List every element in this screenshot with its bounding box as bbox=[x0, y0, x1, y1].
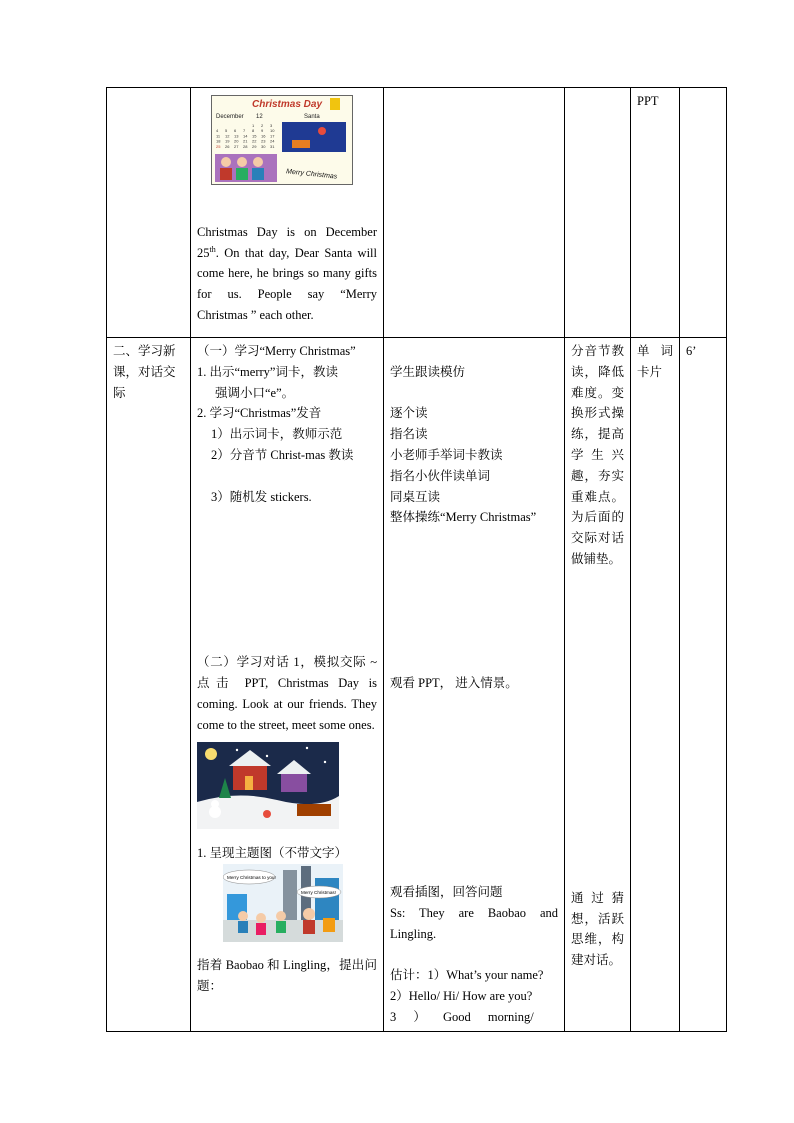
student-text: 估计：1）What’s your name? bbox=[390, 968, 544, 983]
student-text: 观看插图，回答问题 bbox=[390, 884, 503, 899]
calendar-day: 7 bbox=[243, 128, 246, 134]
calendar-day: 6 bbox=[234, 128, 237, 134]
calendar-day: 16 bbox=[261, 133, 266, 139]
design-intent-cell bbox=[565, 338, 631, 1032]
calendar-day: 21 bbox=[243, 138, 248, 144]
design-intent-cell bbox=[565, 88, 631, 338]
resource-cell bbox=[631, 88, 680, 338]
stage-cell bbox=[107, 88, 191, 338]
time-cell bbox=[680, 88, 727, 338]
calendar-day: 27 bbox=[234, 143, 239, 149]
student-text: Ss: They are Baobao and Lingling. bbox=[390, 905, 558, 941]
design-intent-text: 分音节教读，降低难度。变换形式操练，提高学生兴趣，夯实重难点。为后面的交际对话做铺垫。 bbox=[571, 344, 624, 566]
resource-ppt: PPT bbox=[637, 94, 659, 108]
dialogue-intro: （二）学习对话 1，模拟交际 ~ 点击 PPT, Christmas Day is coming. Look at our friends. They come to the street, meet some ones. bbox=[197, 655, 377, 732]
section-heading: （一）学习“Merry Christmas” bbox=[197, 344, 356, 358]
winter-village-image bbox=[197, 736, 377, 844]
teacher-activity-cell bbox=[191, 88, 384, 338]
step-text: 1）出示词卡，教师示范 bbox=[211, 427, 343, 442]
calendar-day: 29 bbox=[252, 143, 257, 149]
stage-cell bbox=[107, 338, 191, 1032]
calendar-day: 19 bbox=[225, 138, 230, 144]
calendar-day: 26 bbox=[225, 143, 230, 149]
calendar-day: 28 bbox=[243, 143, 248, 149]
calendar-day: 13 bbox=[234, 133, 239, 139]
calendar-day: 8 bbox=[252, 128, 255, 134]
table-row bbox=[107, 88, 727, 338]
lesson-plan-table bbox=[106, 87, 727, 1032]
step-text: 指着 Baobao 和 Lingling，提出问题： bbox=[197, 957, 377, 993]
step-text: 2. 学习“Christmas”发音 bbox=[197, 406, 322, 421]
calendar-day: 3 bbox=[270, 123, 273, 128]
time-cell bbox=[680, 338, 727, 1032]
student-text: 整体操练“Merry Christmas” bbox=[390, 510, 537, 525]
calendar-month-num: 12 bbox=[256, 114, 263, 120]
teacher-activity-cell bbox=[191, 338, 384, 1032]
time-value: 6’ bbox=[686, 344, 697, 358]
calendar-day: 14 bbox=[243, 133, 248, 139]
calendar-day: 9 bbox=[261, 128, 264, 134]
step-text: 2）分音节 Christ-mas 教读 bbox=[211, 447, 354, 462]
calendar-day: 15 bbox=[252, 133, 257, 139]
calendar-merry-text: Merry Christmas bbox=[285, 168, 338, 181]
calendar-day: 25 bbox=[216, 143, 221, 149]
student-text: 3 ） Good morning/ bbox=[390, 1009, 534, 1024]
table-row bbox=[107, 338, 727, 1032]
design-intent-text: 通过猜想，活跃思维，构建对话。 bbox=[571, 890, 624, 968]
calendar-day: 4 bbox=[216, 128, 219, 134]
calendar-day: 30 bbox=[261, 143, 266, 149]
step-text: 强调小口“e”。 bbox=[215, 385, 295, 400]
resource-word-cards: 单词卡片 bbox=[637, 344, 673, 379]
calendar-day: 12 bbox=[225, 133, 230, 139]
student-activity-cell bbox=[384, 338, 565, 1032]
calendar-day: 22 bbox=[252, 138, 257, 144]
calendar-day: 1 bbox=[252, 123, 255, 128]
student-text: 同桌互读 bbox=[390, 489, 441, 504]
calendar-day: 18 bbox=[216, 138, 221, 144]
student-text: 逐个读 bbox=[390, 406, 428, 421]
calendar-day: 23 bbox=[261, 138, 266, 144]
calendar-day: 31 bbox=[270, 143, 275, 149]
resource-cell bbox=[631, 338, 680, 1032]
calendar-day: 17 bbox=[270, 133, 275, 139]
student-text: 指名读 bbox=[390, 427, 428, 442]
street-scene-image bbox=[197, 864, 377, 955]
student-text: 学生跟读模仿 bbox=[390, 364, 466, 379]
calendar-day: 24 bbox=[270, 138, 275, 144]
stage-label: 二、学习新课，对话交际 bbox=[113, 344, 176, 400]
student-text: 观看 PPT， 进入情景。 bbox=[390, 676, 518, 691]
calendar-day: 20 bbox=[234, 138, 239, 144]
calendar-month: December bbox=[216, 114, 244, 120]
step-text: 1. 出示“merry”词卡，教读 bbox=[197, 364, 338, 379]
student-activity-cell bbox=[384, 88, 565, 338]
christmas-calendar-image bbox=[197, 91, 377, 222]
speech-bubble-1: Merry Christmas to you! bbox=[227, 875, 276, 881]
calendar-day: 11 bbox=[216, 133, 221, 139]
christmas-paragraph: Christmas Day is on December 25th. On that day, Dear Santa will come here, he brings so many gifts for us. People say “Merry Christmas ” each other. bbox=[197, 224, 377, 322]
calendar-santa-label: Santa bbox=[304, 114, 320, 120]
speech-bubble-2: Merry Christmas! bbox=[301, 890, 336, 896]
calendar-day: 5 bbox=[225, 128, 228, 134]
calendar-title: Christmas Day bbox=[252, 99, 323, 110]
step-text: 3）随机发 stickers. bbox=[211, 489, 312, 504]
student-text: 2）Hello/ Hi/ How are you? bbox=[390, 988, 533, 1003]
student-text: 指名小伙伴读单词 bbox=[390, 468, 491, 483]
step-text: 1. 呈现主题图（不带文字） bbox=[197, 846, 348, 861]
calendar-day: 10 bbox=[270, 128, 275, 134]
calendar-day: 2 bbox=[261, 123, 264, 128]
student-text: 小老师手举词卡教读 bbox=[390, 447, 503, 462]
